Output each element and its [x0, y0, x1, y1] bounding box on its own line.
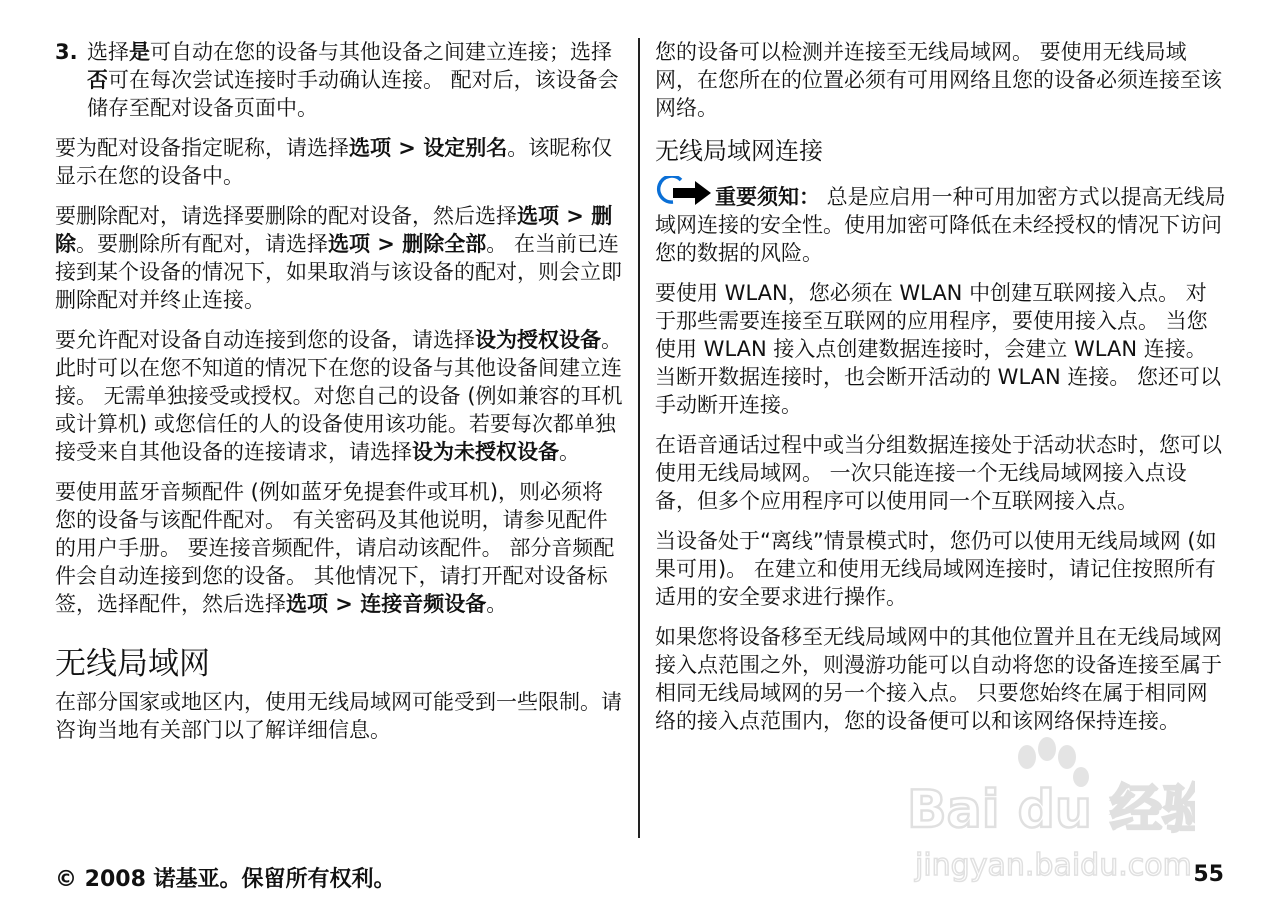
left-column: [55, 38, 623, 756]
subsection-title: 无线局域网连接: [655, 137, 823, 165]
paragraph-wlan-intro: 您的设备可以检测并连接至无线局域网。 要使用无线局域网，在您所在的位置必须有可用网络且您的设备必须连接至该网络。: [655, 40, 1222, 120]
right-column: [655, 38, 1227, 747]
paragraph-offline-profile: 当设备处于“离线”情景模式时，您仍可以使用无线局域网 (如果可用)。 在建立和使用无线局域网连接时，请记住按照所有适用的安全要求进行操作。: [655, 529, 1217, 609]
paragraph-access-point: 要使用 WLAN，您必须在 WLAN 中创建互联网接入点。 对于那些需要连接至互联网的应用程序，要使用接入点。 当您使用 WLAN 接入点创建数据连接时，会建立 WLAN 连接。 当断开数据连接时，也会断开活动的 WLAN 连接。 您还可以手动断开连接。: [655, 281, 1222, 417]
paragraph-audio-accessory: 要使用蓝牙音频配件 (例如蓝牙免提套件或耳机)，则必须将您的设备与该配件配对。 有关密码及其他说明，请参见配件的用户手册。 要连接音频配件，请启动该配件。 部分音频配件会自动连接到您的设备。 其他情况下，请打开配对设备标签，选择配件，然后选择选项 > 连接音频设备。: [55, 480, 615, 616]
paragraph-nickname: 要为配对设备指定昵称，请选择选项 > 设定别名。该昵称仅显示在您的设备中。: [55, 136, 613, 188]
svg-text:Bai du 经验: Bai du 经验: [907, 780, 1195, 840]
paragraph-roaming: 如果您将设备移至无线局域网中的其他位置并且在无线局域网接入点范围之外，则漫游功能可以自动将您的设备连接至属于相同无线局域网的另一个接入点。 只要您始终在属于相同网络的接入点范围内，您的设备便可以和该网络保持连接。: [655, 625, 1222, 733]
column-divider: [638, 38, 640, 838]
paragraph-authorize: 要允许配对设备自动连接到您的设备，请选择设为授权设备。 此时可以在您不知道的情况下在您的设备与其他设备间建立连接。 无需单独接受或授权。对您自己的设备 (例如兼容的耳机或计算机) 或您信任的人的设备使用该功能。若要每次都单独接受来自其他设备的连接请求，请选择设为未授权设备。: [55, 328, 623, 464]
paragraph-voice-call: 在语音通话过程中或当分组数据连接处于活动状态时，您可以使用无线局域网。 一次只能连接一个无线局域网接入点设备，但多个应用程序可以使用同一个互联网接入点。: [655, 433, 1222, 513]
section-title: 无线局域网: [55, 646, 210, 682]
copyright: © 2008 诺基亚。保留所有权利。: [55, 867, 396, 892]
step-number: 3.: [55, 40, 78, 64]
numbered-step-3: [55, 38, 623, 122]
note-arrow-icon: [655, 176, 713, 206]
paragraph-wlan-restrictions: 在部分国家或地区内，使用无线局域网可能受到一些限制。请咨询当地有关部门以了解详细信息。: [55, 690, 622, 742]
svg-text:jingyan.baidu.com: jingyan.baidu.com: [915, 848, 1192, 883]
page-number: 55: [1193, 862, 1224, 887]
paragraph-delete-pairing: 要删除配对，请选择要删除的配对设备，然后选择选项 > 删除。要删除所有配对，请选择选项 > 删除全部。 在当前已连接到某个设备的情况下，如果取消与该设备的配对，则会立即删除配对并终止连接。: [55, 204, 622, 312]
important-note: 重要须知： 总是应启用一种可用加密方式以提高无线局域网连接的安全性。使用加密可降低在未经授权的情况下访问您的数据的风险。: [655, 176, 1227, 267]
baidu-watermark: [905, 735, 1195, 885]
step-text: 选择是可自动在您的设备与其他设备之间建立连接；选择否可在每次尝试连接时手动确认连接。 配对后，该设备会储存至配对设备页面中。: [87, 40, 619, 120]
